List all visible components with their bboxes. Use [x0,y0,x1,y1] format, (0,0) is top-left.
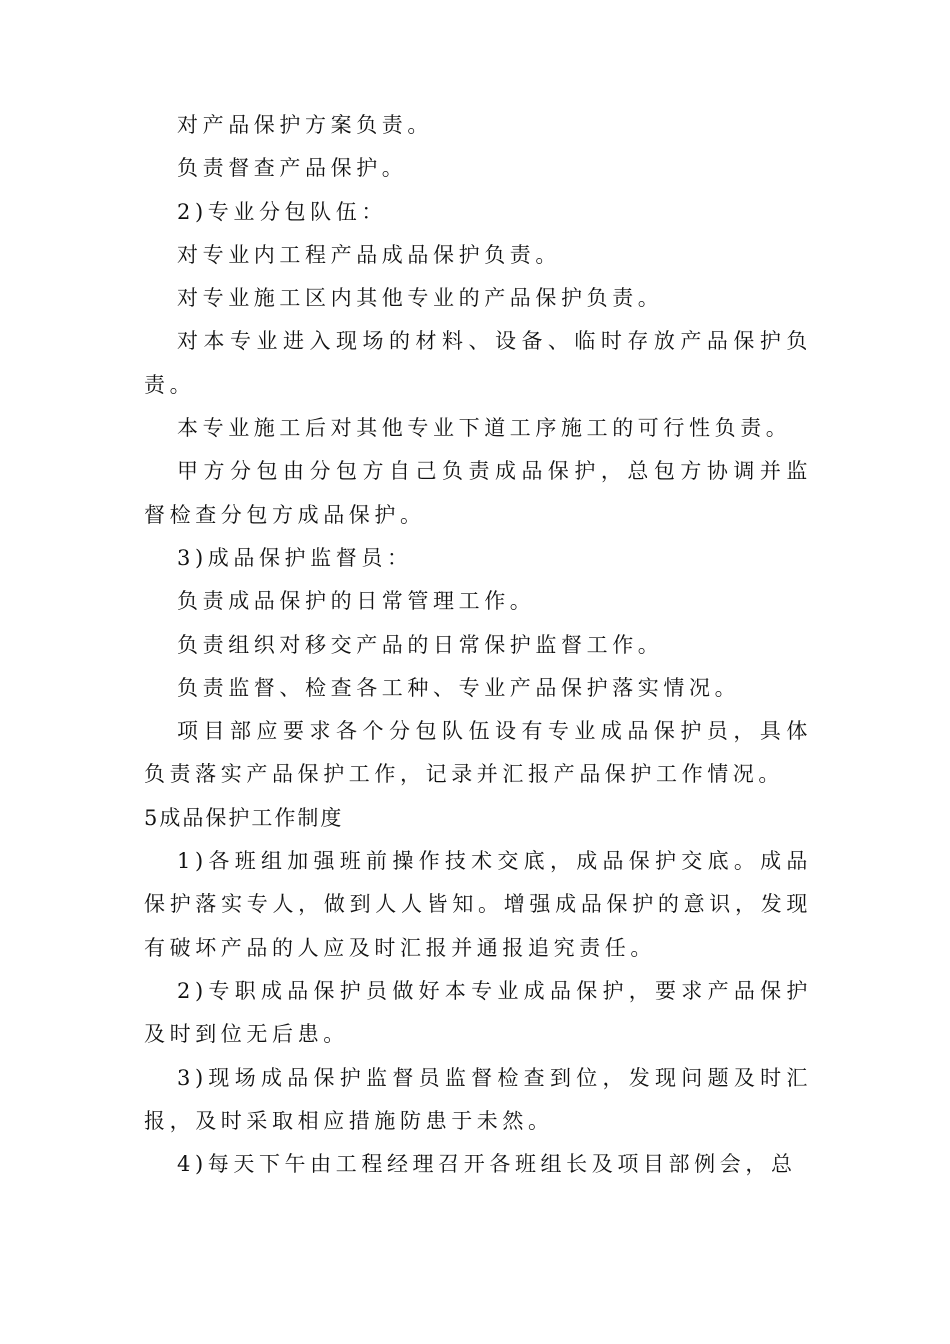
paragraph: 对本专业进入现场的材料、设备、临时存放产品保护负责。 [144,329,812,397]
paragraph: 对产品保护方案负责。 [177,113,433,137]
paragraph: 负责监督、检查各工种、专业产品保护落实情况。 [177,675,741,700]
paragraph: 3)现场成品保护监督员监督检查到位，发现问题及时汇报，及时采取相应措施防患于未然。 [144,1065,812,1133]
paragraph: 2)专业分包队伍： [177,199,387,224]
paragraph: 本专业施工后对其他专业下道工序施工的可行性负责。 [177,416,792,441]
paragraph: 对专业施工区内其他专业的产品保护负责。 [177,286,664,311]
paragraph: 负责成品保护的日常管理工作。 [177,589,536,614]
paragraph: 负责组织对移交产品的日常保护监督工作。 [177,632,664,657]
section-heading: 5成品保护工作制度 [144,805,344,830]
paragraph: 4)每天下午由工程经理召开各班组长及项目部例会，总 [177,1152,797,1177]
paragraph: 对专业内工程产品成品保护负责。 [177,242,561,267]
document-page [144,104,812,1186]
paragraph: 项目部应要求各个分包队伍设有专业成品保护员，具体负责落实产品保护工作，记录并汇报产品保护工作情况。 [144,719,812,787]
paragraph: 3)成品保护监督员： [177,545,413,570]
paragraph: 负责督查产品保护。 [177,156,408,181]
paragraph: 甲方分包由分包方自己负责成品保护，总包方协调并监督检查分包方成品保护。 [144,459,812,527]
paragraph: 1)各班组加强班前操作技术交底，成品保护交底。成品保护落实专人，做到人人皆知。增强成品保护的意识，发现有破坏产品的人应及时汇报并通报追究责任。 [144,849,812,960]
paragraph: 2)专职成品保护员做好本专业成品保护，要求产品保护及时到位无后患。 [144,978,812,1047]
